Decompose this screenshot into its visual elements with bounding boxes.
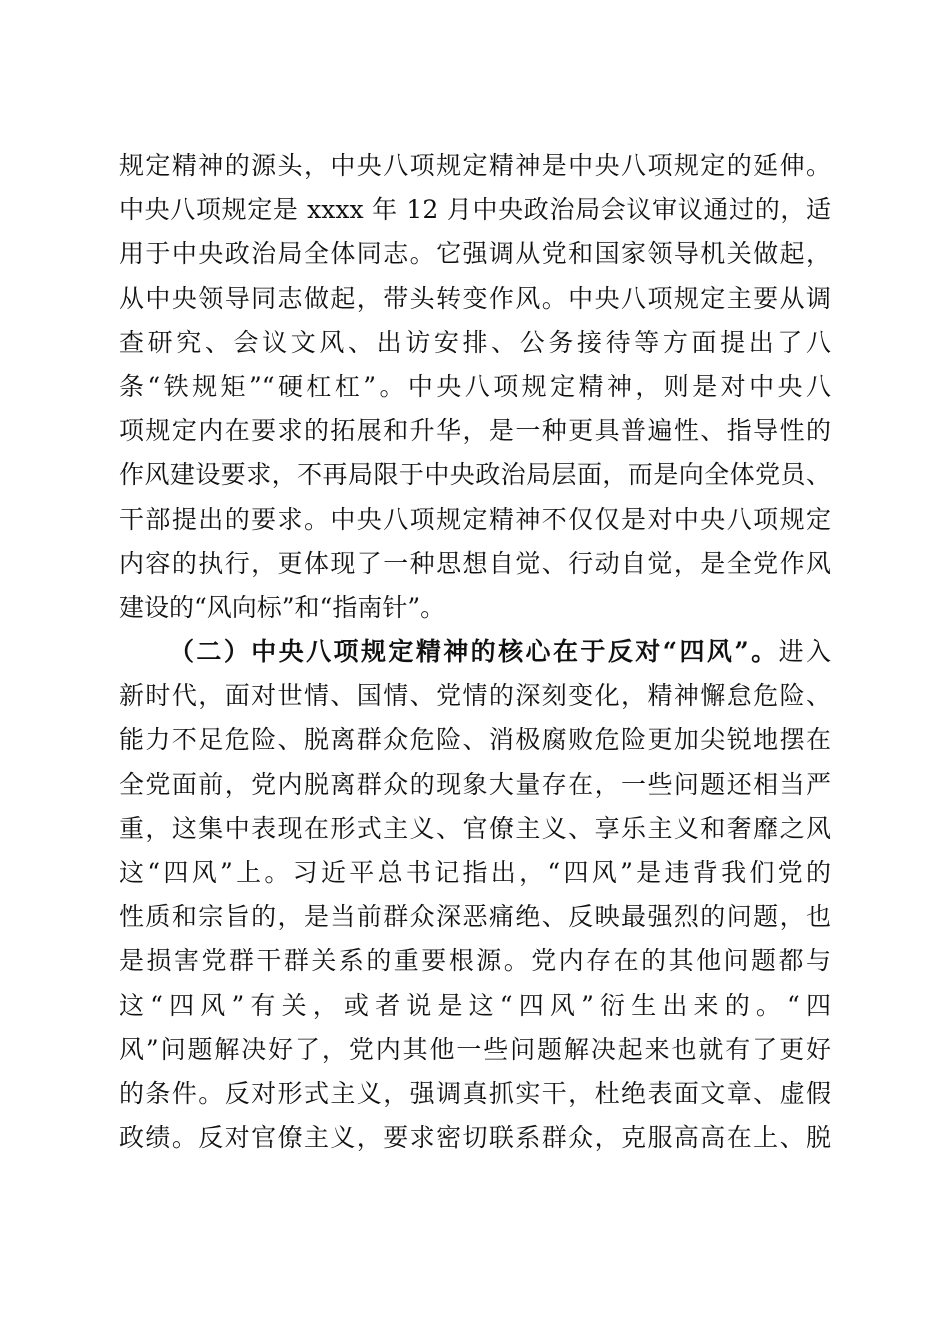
text-line: 的条件。反对形式主义，强调真抓实干，杜绝表面文章、虚假: [119, 1078, 831, 1108]
text-line: 条“铁规矩”“硬杠杠”。中央八项规定精神，则是对中央八: [119, 371, 831, 401]
text-line: 作风建设要求，不再局限于中央政治局层面，而是向全体党员、: [119, 460, 831, 490]
text-line: 用于中央政治局全体同志。它强调从党和国家领导机关做起，: [119, 239, 831, 269]
text-line: 全党面前，党内脱离群众的现象大量存在，一些问题还相当严: [119, 769, 831, 799]
body-text: [119, 144, 831, 1160]
text-line: 风”问题解决好了，党内其他一些问题解决起来也就有了更好: [119, 1034, 831, 1064]
text-line: 这“四风”上。习近平总书记指出，“四风”是违背我们党的: [119, 858, 831, 887]
text-line: [119, 630, 831, 674]
heading-line-rest: 进入: [778, 637, 831, 667]
text-line: 能力不足危险、脱离群众危险、消极腐败危险更加尖锐地摆在: [119, 725, 831, 755]
text-line: 内容的执行，更体现了一种思想自觉、行动自觉，是全党作风: [119, 548, 831, 578]
text-line: 新时代，面对世情、国情、党情的深刻变化，精神懈怠危险、: [119, 681, 831, 711]
text-line: 性质和宗旨的，是当前群众深恶痛绝、反映最强烈的问题，也: [119, 902, 831, 932]
text-line: 规定精神的源头，中央八项规定精神是中央八项规定的延伸。: [119, 151, 831, 180]
text-line: 中央八项规定是 xxxx 年 12 月中央政治局会议审议通过的，适: [119, 195, 831, 225]
text-line: 这“四风”有关，或者说是这“四风”衍生出来的。“四: [119, 990, 831, 1020]
text-line: 从中央领导同志做起，带头转变作风。中央八项规定主要从调: [119, 283, 831, 313]
paragraph-2: [119, 630, 831, 1160]
text-line: 重，这集中表现在形式主义、官僚主义、享乐主义和奢靡之风: [119, 813, 831, 843]
text-line: 建设的“风向标”和“指南针”。: [119, 592, 446, 622]
section-heading: （二）中央八项规定精神的核心在于反对“四风”。: [169, 637, 779, 667]
text-line: 干部提出的要求。中央八项规定精神不仅仅是对中央八项规定: [119, 504, 831, 534]
text-line: 查研究、会议文风、出访安排、公务接待等方面提出了八: [119, 327, 831, 357]
text-line: 政绩。反对官僚主义，要求密切联系群众，克服高高在上、脱: [119, 1123, 831, 1153]
text-line: 是损害党群干群关系的重要根源。党内存在的其他问题都与: [119, 946, 831, 976]
paragraph-1: [119, 144, 831, 630]
text-line: 项规定内在要求的拓展和升华，是一种更具普遍性、指导性的: [119, 416, 831, 446]
